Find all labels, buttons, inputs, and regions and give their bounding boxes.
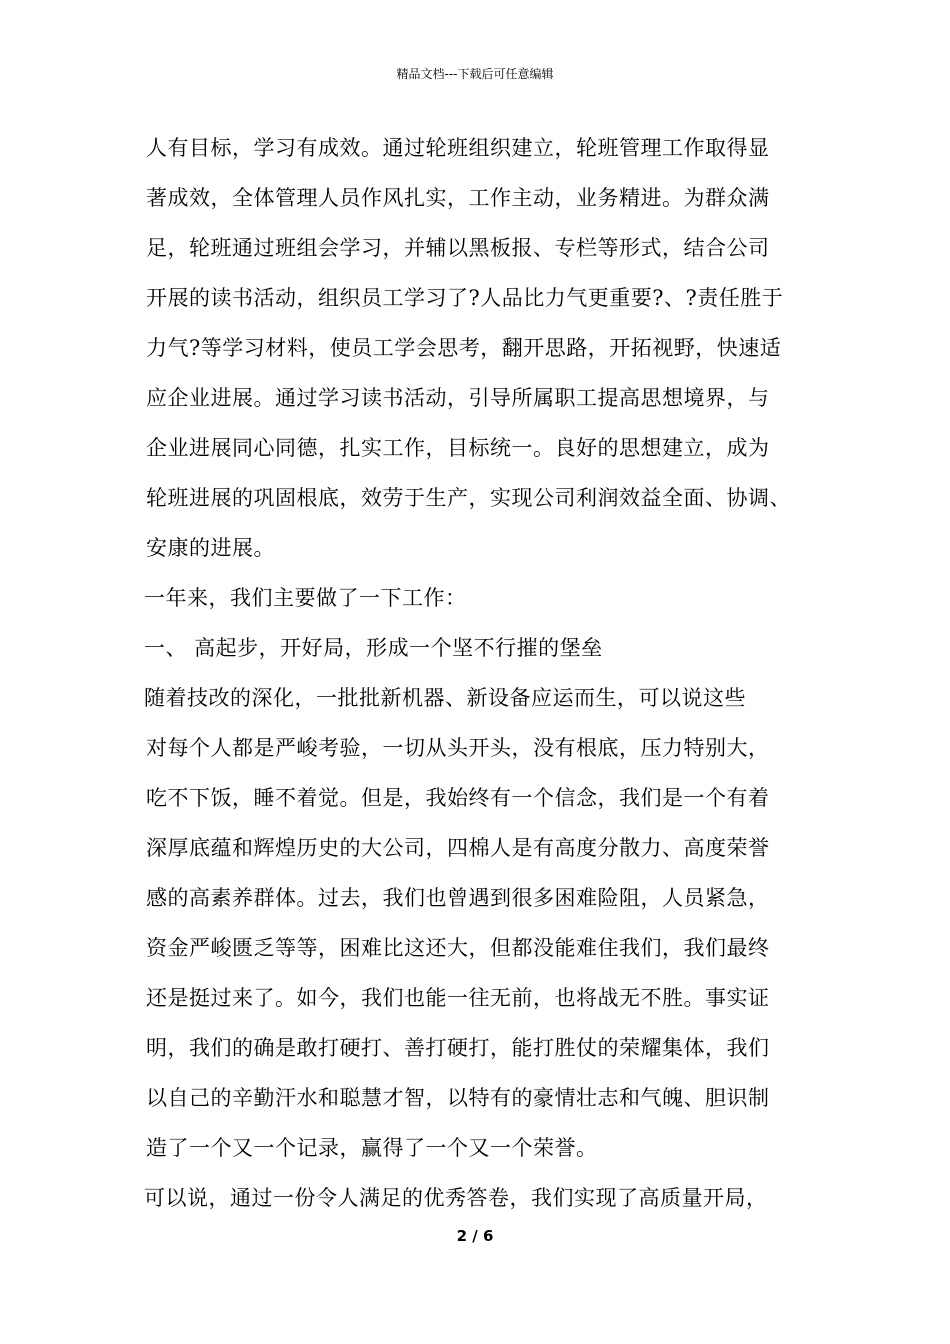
- body-line: 人有目标，学习有成效。通过轮班组织建立，轮班管理工作取得显: [146, 136, 770, 160]
- page-header: 精品文档---下载后可任意编辑: [396, 67, 554, 81]
- page-number: 2 / 6: [456, 1227, 494, 1245]
- body-line: 安康的进展。: [146, 536, 275, 560]
- body-line: 可以说，通过一份令人满足的优秀答卷，我们实现了高质量开局，: [144, 1186, 768, 1210]
- body-line: 企业进展同心同德，扎实工作，目标统一。良好的思想建立，成为: [146, 436, 770, 460]
- body-line: 造了一个又一个记录，赢得了一个又一个荣誉。: [146, 1136, 598, 1160]
- body-line: 开展的读书活动，组织员工学习了?人品比力气更重要?、?责任胜于: [146, 286, 784, 310]
- body-line: 一年来，我们主要做了一下工作：: [144, 586, 467, 610]
- body-line: 深厚底蕴和辉煌历史的大公司，四棉人是有高度分散力、高度荣誉: [146, 836, 770, 860]
- body-line: 随着技改的深化，一批批新机器、新设备应运而生，可以说这些: [144, 686, 746, 710]
- body-line: 对每个人都是严峻考验，一切从头开头，没有根底，压力特别大，: [146, 736, 770, 760]
- body-line: 著成效，全体管理人员作风扎实，工作主动，业务精进。为群众满: [146, 186, 770, 210]
- body-line: 感的高素养群体。过去，我们也曾遇到很多困难险阻，人员紧急，: [146, 886, 770, 910]
- body-line: 以自己的辛勤汗水和聪慧才智，以特有的豪情壮志和气魄、胆识制: [146, 1086, 770, 1110]
- section-heading: 一、 高起步，开好局，形成一个坚不行摧的堡垒: [144, 636, 603, 660]
- body-line: 吃不下饭，睡不着觉。但是，我始终有一个信念，我们是一个有着: [146, 786, 770, 810]
- body-line: 应企业进展。通过学习读书活动，引导所属职工提高思想境界，与: [146, 386, 770, 410]
- body-line: 明，我们的确是敢打硬打、善打硬打，能打胜仗的荣耀集体，我们: [146, 1036, 770, 1060]
- body-line: 还是挺过来了。如今，我们也能一往无前，也将战无不胜。事实证: [146, 986, 770, 1010]
- body-line: 资金严峻匮乏等等，困难比这还大，但都没能难住我们，我们最终: [146, 936, 770, 960]
- body-line: 足，轮班通过班组会学习，并辅以黑板报、专栏等形式，结合公司: [146, 236, 770, 260]
- body-line: 轮班进展的巩固根底，效劳于生产，实现公司利润效益全面、协调、: [146, 486, 791, 510]
- body-line: 力气?等学习材料，使员工学会思考，翻开思路，开拓视野，快速适: [146, 336, 782, 360]
